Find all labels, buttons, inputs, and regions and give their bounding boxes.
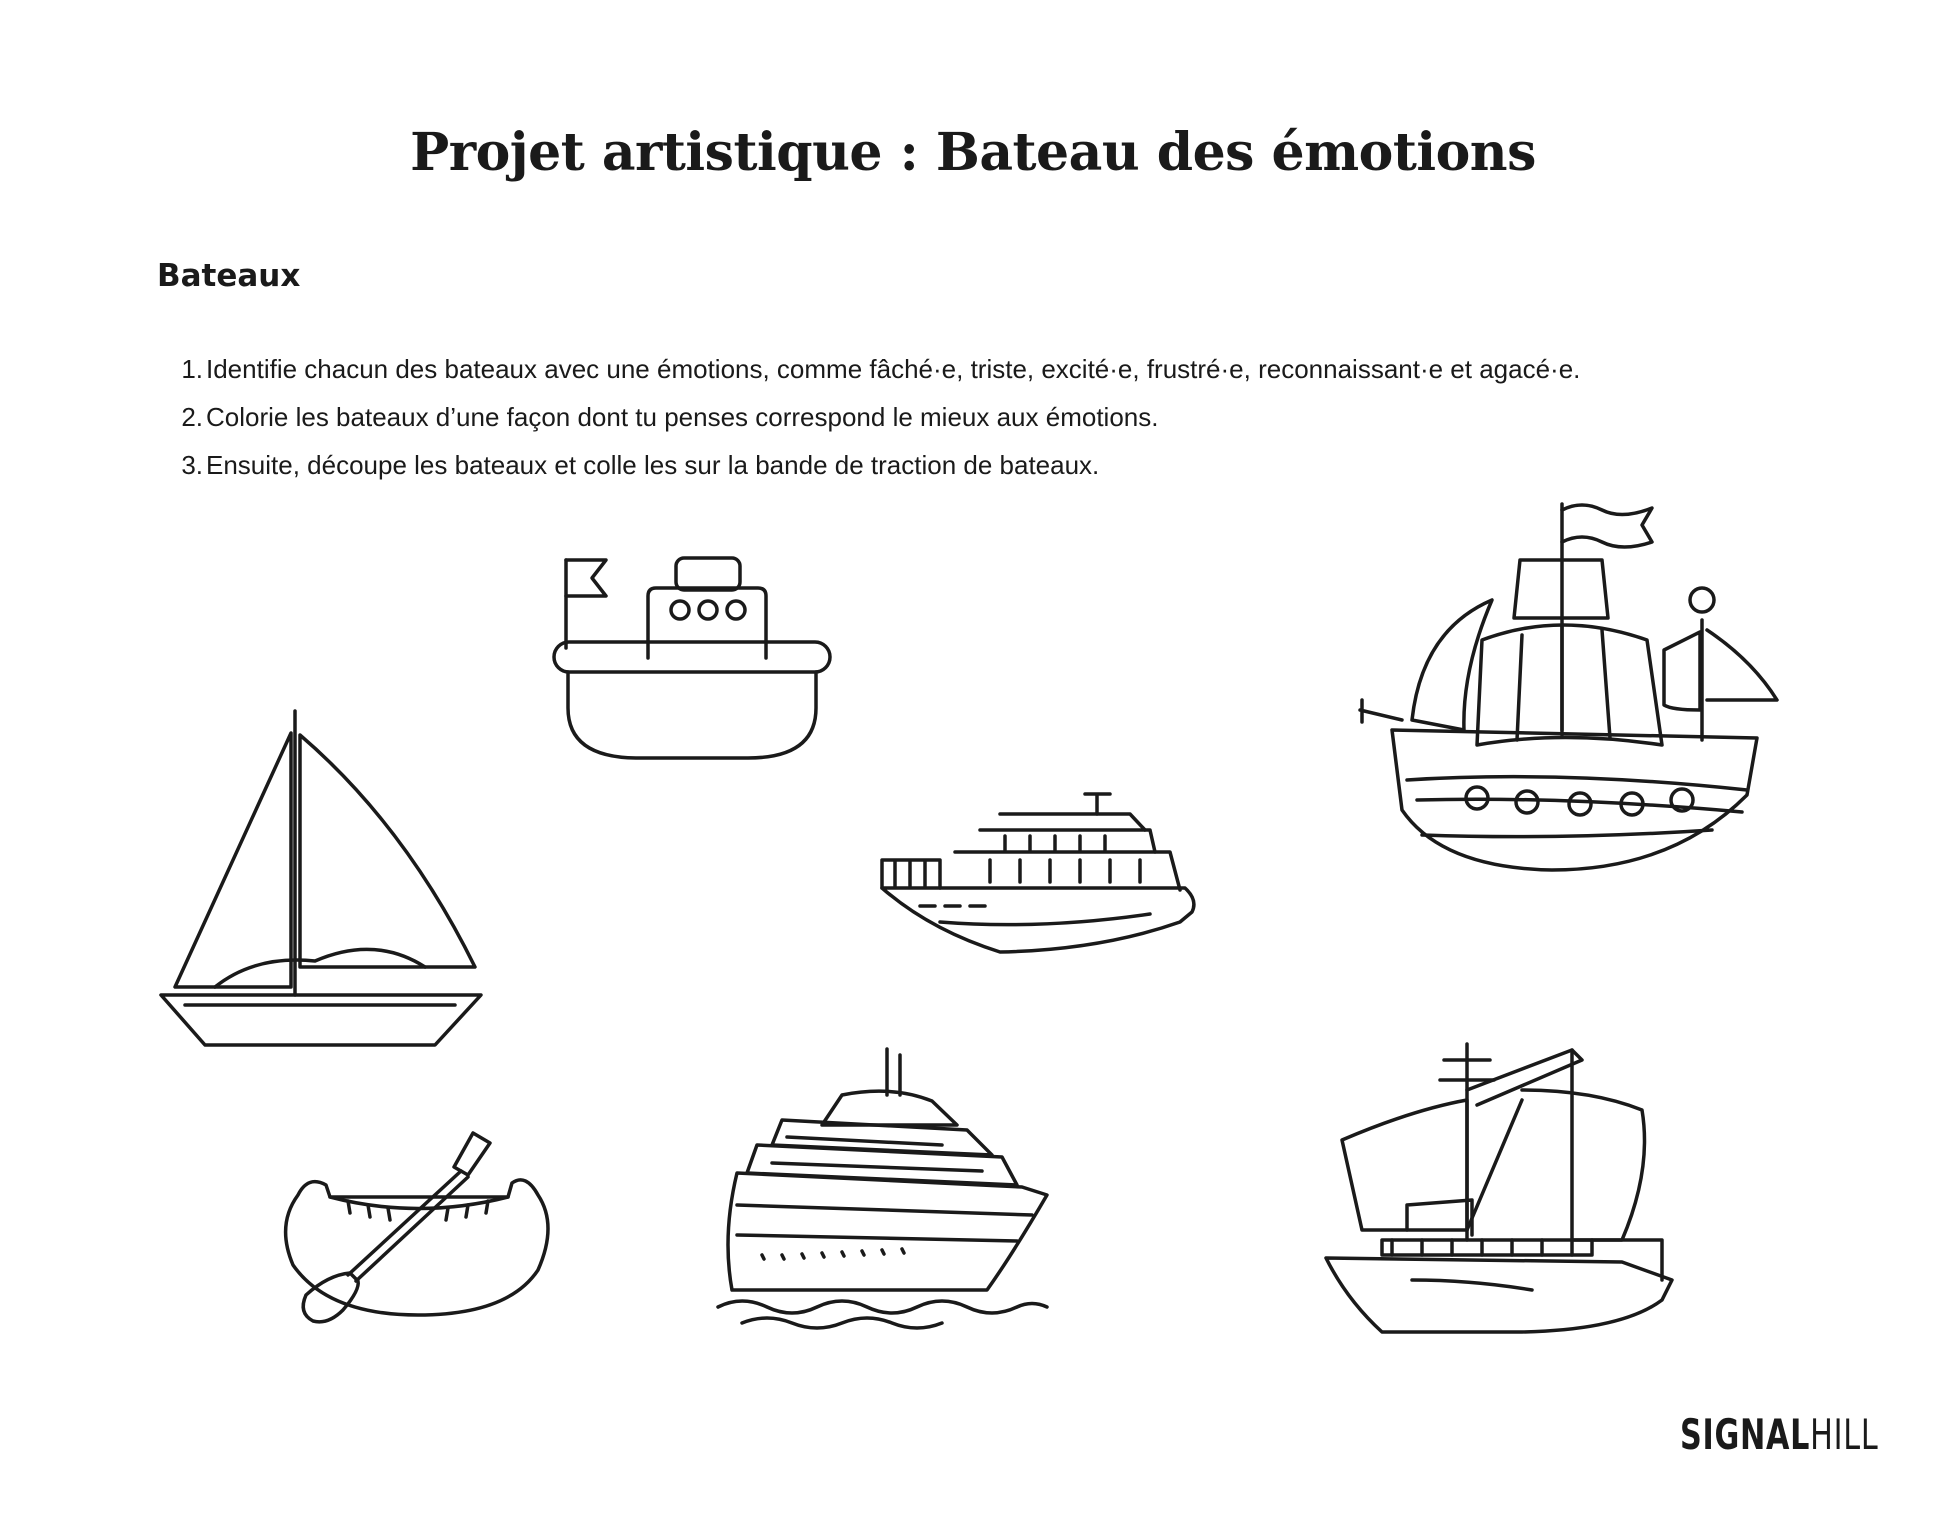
instruction-item: [175, 345, 1580, 393]
cruise-ship-icon: [712, 1045, 1052, 1330]
page-title: Projet artistique : Bateau des émotions: [410, 122, 1536, 183]
yacht-icon: [880, 790, 1195, 955]
instruction-number: 1.: [181, 354, 203, 384]
fishing-boat-icon: [1322, 1040, 1682, 1335]
canoe-icon: [268, 1125, 566, 1325]
instruction-item: [175, 393, 1580, 441]
instruction-number: 3.: [181, 450, 203, 480]
logo-text-bold: SIGNAL: [1680, 1410, 1811, 1459]
galleon-icon: [1352, 500, 1792, 880]
section-heading: Bateaux: [157, 258, 301, 294]
logo-text-light: HILL: [1810, 1410, 1879, 1459]
sailboat-icon: [155, 705, 485, 1045]
instruction-item: [175, 441, 1580, 489]
tugboat-icon: [548, 548, 838, 768]
instruction-text: Colorie les bateaux d’une façon dont tu penses correspond le mieux aux émotions.: [206, 402, 1159, 432]
instruction-text: Identifie chacun des bateaux avec une émotions, comme fâché·e, triste, excité·e, frustré·e, reconnaissant·e et agacé·e.: [206, 354, 1581, 384]
instruction-number: 2.: [181, 402, 203, 432]
instruction-list: [175, 345, 1580, 489]
brand-logo: [1680, 1410, 1878, 1470]
instruction-text: Ensuite, découpe les bateaux et colle les sur la bande de traction de bateaux.: [206, 450, 1100, 480]
